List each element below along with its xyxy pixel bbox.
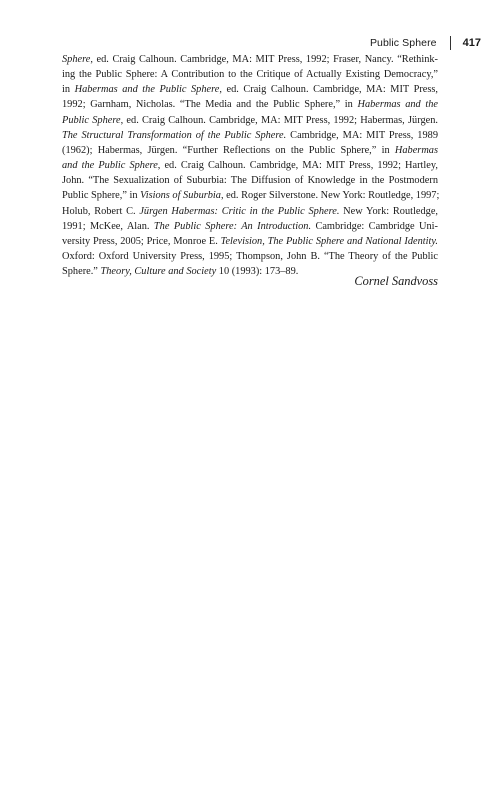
italic-title: Visions of Suburbia	[140, 190, 221, 202]
italic-title: Jürgen Habermas: Critic in the Public Sphere.	[139, 205, 340, 217]
citation-text: (1962); Habermas, Jürgen. “Further Reflections on the Public Sphere,” in	[62, 144, 395, 156]
italic-title: The Public Sphere: An Introduction.	[153, 220, 312, 232]
citation-text: , ed. Craig Calhoun. Cambridge, MA: MIT Press,	[219, 84, 438, 96]
bibliography-line	[62, 188, 438, 203]
bibliography-line	[62, 204, 438, 219]
citation-text: Holub, Robert C.	[62, 205, 140, 217]
bibliography-line	[62, 128, 438, 143]
citation-text: , ed. Craig Calhoun. Cambridge, MA: MIT Press, 1992; Fraser, Nancy. “Rethink-	[90, 54, 438, 65]
bibliography-line	[62, 234, 438, 249]
bibliography-line	[62, 173, 438, 188]
running-head	[370, 36, 481, 50]
italic-title: Public Sphere	[62, 114, 121, 126]
citation-text: John. “The Sexualization of Suburbia: The Diffusion of Knowledge in the Postmodern	[62, 175, 438, 187]
citation-text: 1992; Garnham, Nicholas. “The Media and the Public Sphere,” in	[62, 99, 358, 111]
running-head-title: Public Sphere	[369, 37, 437, 49]
citation-text: Public Sphere,” in	[62, 190, 141, 202]
italic-title: Theory, Culture and Society	[100, 266, 217, 278]
italic-title: The Structural Transformation of the Public Sphere.	[62, 129, 287, 141]
citation-text: Oxford: Oxford University Press, 1995; Thompson, John B. “The Theory of the Public	[62, 251, 438, 263]
citation-text: 10 (1993): 173–89.	[216, 266, 299, 278]
citation-text: Cambridge, MA: MIT Press, 1989	[286, 129, 438, 141]
author-signature: Cornel Sandvoss	[354, 274, 438, 288]
bibliography-line	[62, 249, 438, 264]
bibliography-line	[62, 97, 438, 112]
page-number: 417	[462, 37, 481, 49]
citation-text: Cambridge: Cambridge Uni-	[311, 220, 439, 232]
citation-text: in	[62, 84, 75, 96]
bibliography-line	[62, 67, 438, 82]
italic-title: Habermas and the	[357, 99, 439, 111]
bibliography-line	[62, 158, 438, 173]
citation-text: , ed. Roger Silverstone. New York: Routledge, 1997;	[220, 190, 440, 202]
italic-title: Sphere	[62, 54, 91, 65]
citation-text: Sphere.”	[62, 266, 101, 278]
italic-title: Habermas	[394, 144, 438, 156]
citation-text: New York: Routledge,	[339, 205, 438, 217]
citation-text: ing the Public Sphere: A Contribution to the Critique of Actually Existing Democracy,”	[62, 69, 438, 81]
italic-title: Television, The Public Sphere and National Identity.	[220, 235, 438, 247]
citation-text: , ed. Craig Calhoun. Cambridge, MA: MIT Press, 1992; Habermas, Jürgen.	[120, 114, 438, 126]
running-head-divider	[450, 36, 451, 50]
bibliography-line	[62, 219, 438, 234]
bibliography-line	[62, 113, 438, 128]
citation-text: , ed. Craig Calhoun. Cambridge, MA: MIT Press, 1992; Hartley,	[157, 160, 438, 172]
citation-text: versity Press, 2005; Price, Monroe E.	[62, 235, 221, 247]
bibliography-line	[62, 82, 438, 97]
citation-text: 1991; McKee, Alan.	[62, 220, 154, 232]
italic-title: Habermas and the Public Sphere	[74, 84, 220, 96]
bibliography-paragraph	[62, 52, 438, 279]
bibliography-line	[62, 52, 438, 67]
bibliography-line	[62, 143, 438, 158]
italic-title: and the Public Sphere	[62, 160, 158, 172]
